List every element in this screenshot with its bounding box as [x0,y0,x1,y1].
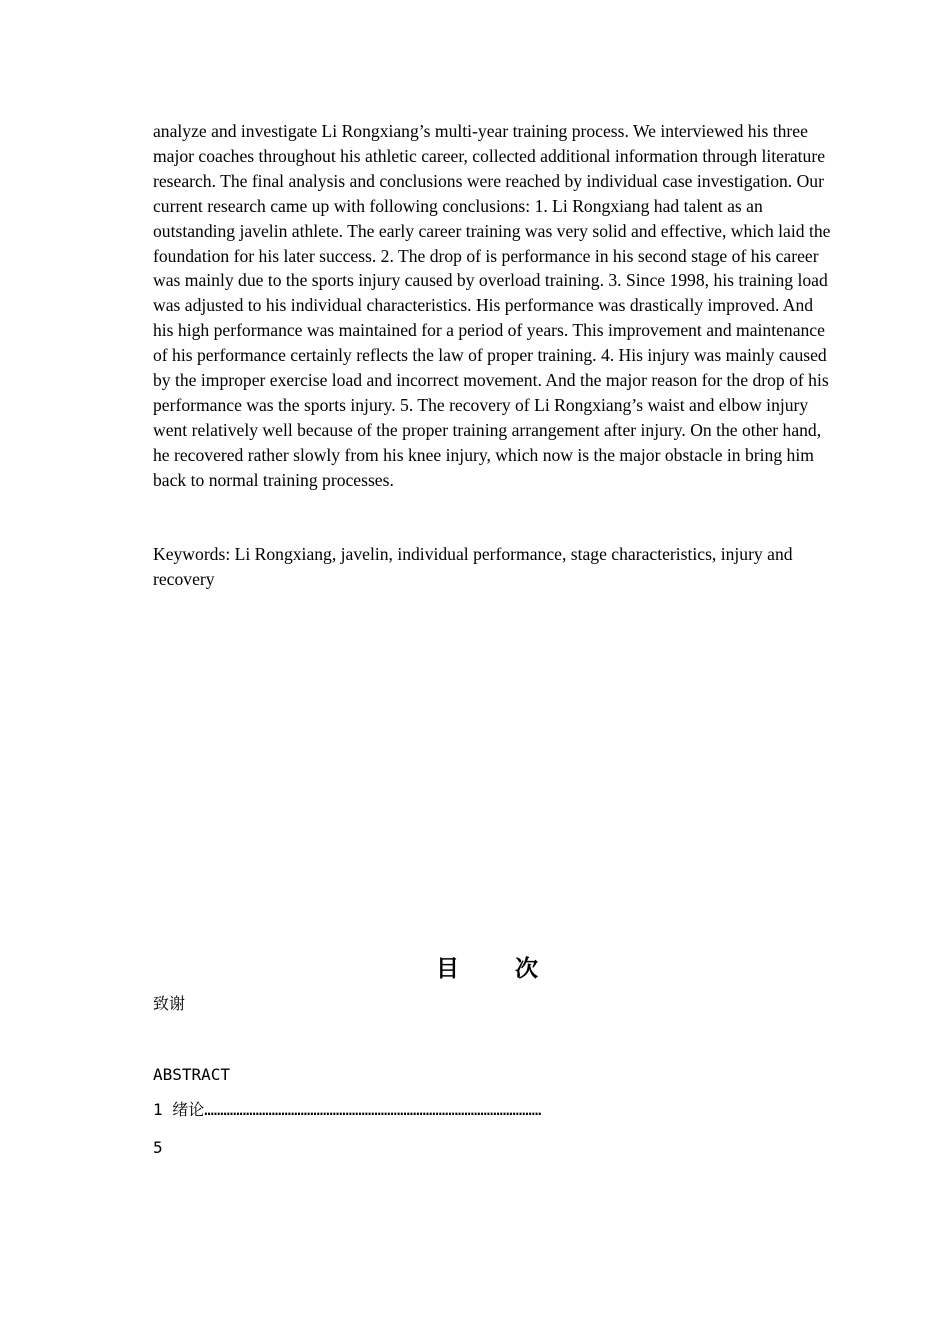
toc-entry-introduction[interactable] [153,1099,833,1121]
toc-entry-label: 1 绪论 [153,1100,205,1119]
toc-title: 目 次 [435,955,562,982]
keywords-line: Keywords: Li Rongxiang, javelin, individual performance, stage characteristics, injury and recovery [153,544,793,589]
toc-entry-acknowledgements[interactable]: 致谢 [153,994,186,1013]
toc-entry-page-number: 5 [153,1138,163,1157]
toc-dot-leader: …………………………………………………………………………………………… [204,1100,542,1119]
toc-entry-abstract[interactable]: ABSTRACT [153,1065,231,1084]
abstract-section [153,119,833,493]
abstract-body-text: analyze and investigate Li Rongxiang’s multi-year training process. We interviewed his three major coaches throughout his athletic career, collected additional information through literature research. The final analysis and conclusions were reached by individual case investigation. Our current research came up with following conclusions: 1. Li Rongxiang had talent as an outstanding javelin athlete. The early career training was very solid and effective, which laid the foundation for his later success. 2. The drop of is performance in his second stage of his career was mainly due to the sports injury caused by overload training. 3. Since 1998, his training load was adjusted to his individual characteristics. His performance was drastically improved. And his high performance was maintained for a period of years. This improvement and maintenance of his performance certainly reflects the law of proper training. 4. His injury was mainly caused by the improper exercise load and incorrect movement. And the major reason for the drop of his performance was the sports injury. 5. The recovery of Li Rongxiang’s waist and elbow injury went relatively well because of the proper training arrangement after injury. On the other hand, he recovered rather slowly from his knee injury, which now is the major obstacle in bring him back to normal training processes. [153,121,831,490]
